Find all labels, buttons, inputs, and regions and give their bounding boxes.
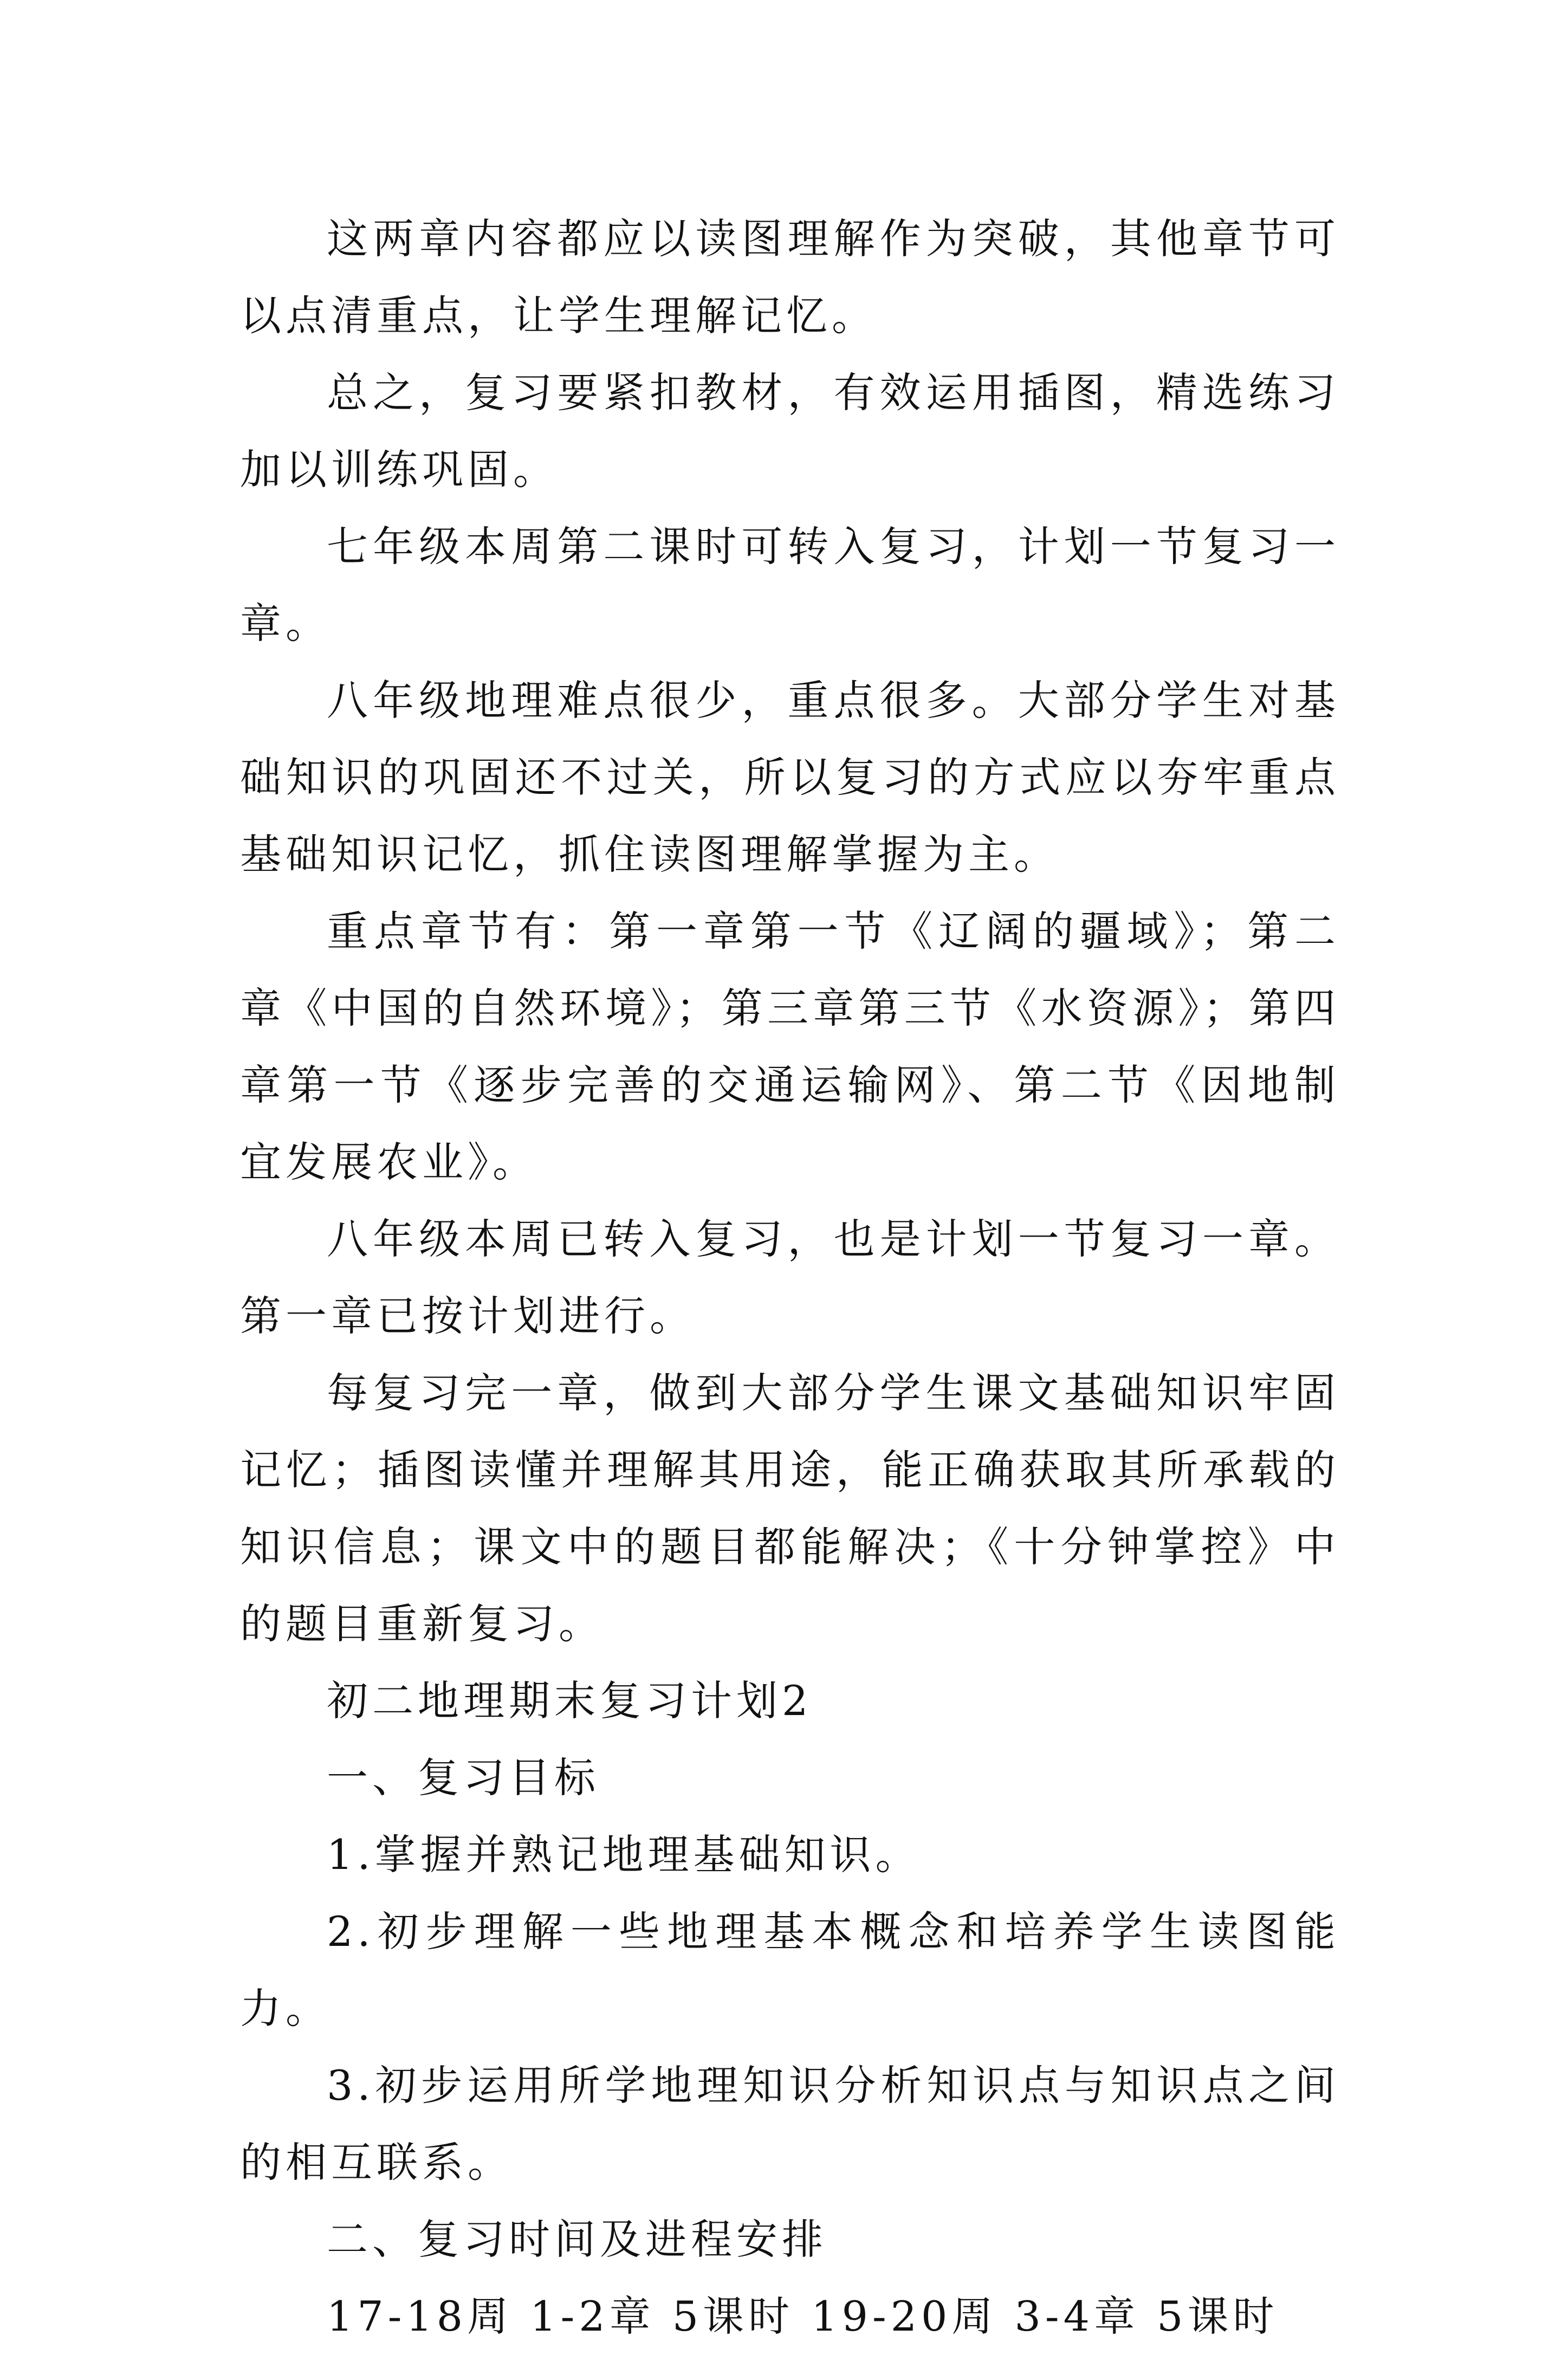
goal-item-1: 1.掌握并熟记地理基础知识。: [327, 1830, 921, 1879]
paragraph-key-chapters: 重点章节有：第一章第一节《辽阔的疆域》；第二章《中国的自然环境》；第三章第三节《水资源》；第四章第一节《逐步完善的交通运输网》、第二节《因地制宜发展农业》。: [240, 907, 1340, 1186]
paragraph-summary: 总之，复习要紧扣教材，有效运用插图，精选练习加以训练巩固。: [240, 368, 1340, 494]
paragraph-reading-strategy: 这两章内容都应以读图理解作为突破，其他章节可以点清重点，让学生理解记忆。: [240, 215, 1340, 340]
document-body: [240, 200, 1340, 2355]
paragraph-grade-eight-overview: 八年级地理难点很少，重点很多。大部分学生对基础知识的巩固还不过关，所以复习的方式应以夯牢重点基础知识记忆，抓住读图理解掌握为主。: [240, 676, 1340, 878]
section-title-plan-2: 初二地理期末复习计划2: [327, 1677, 813, 1725]
paragraph-grade-seven-plan: 七年级本周第二课时可转入复习，计划一节复习一章。: [240, 522, 1340, 648]
paragraph-review-requirements: 每复习完一章，做到大部分学生课文基础知识牢固记忆；插图读懂并理解其用途，能正确获取其所承载的知识信息；课文中的题目都能解决；《十分钟掌控》中的题目重新复习。: [240, 1369, 1340, 1648]
schedule-line: 17-18周 1-2章 5课时 19-20周 3-4章 5课时: [327, 2292, 1279, 2340]
goal-item-2: 2.初步理解一些地理基本概念和培养学生读图能力。: [240, 1907, 1340, 2033]
heading-review-goals: 一、复习目标: [327, 1754, 600, 1802]
goal-item-3: 3.初步运用所学地理知识分析知识点与知识点之间的相互联系。: [240, 2061, 1340, 2186]
paragraph-grade-eight-progress: 八年级本周已转入复习，也是计划一节复习一章。第一章已按计划进行。: [240, 1215, 1340, 1340]
heading-schedule: 二、复习时间及进程安排: [327, 2215, 827, 2263]
